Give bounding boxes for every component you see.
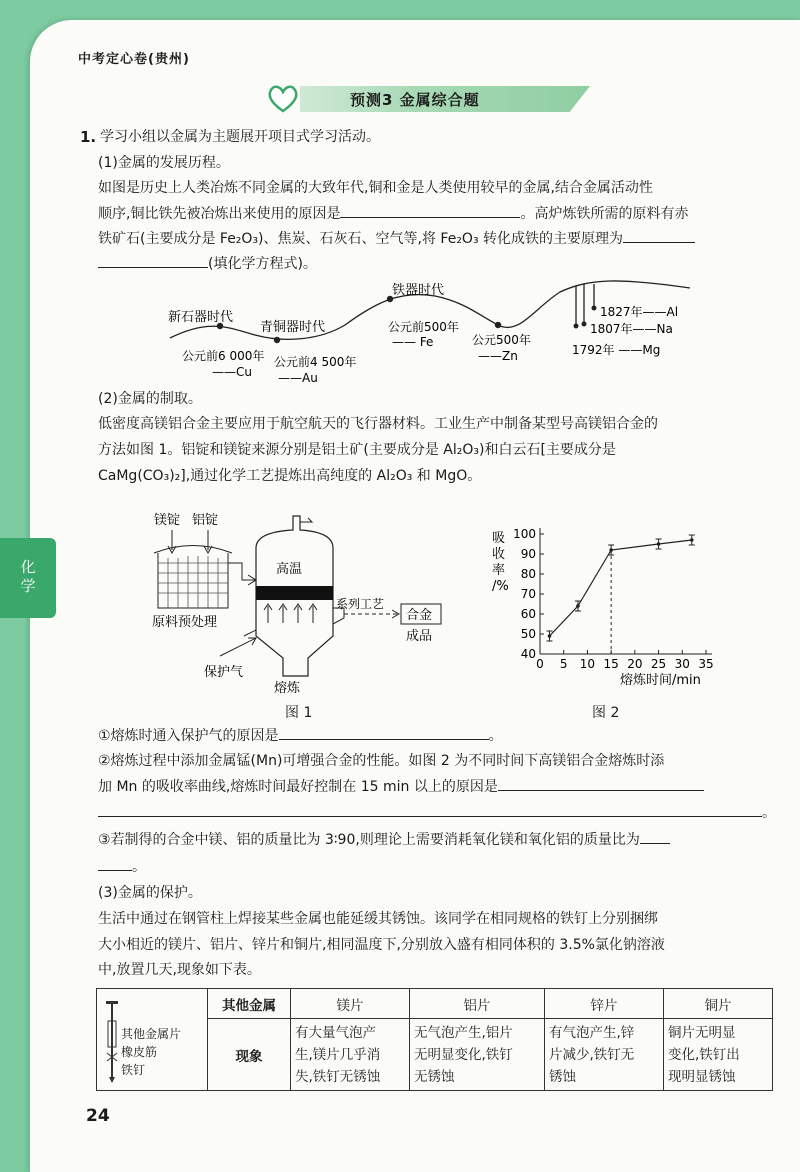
label-zn: ——Zn <box>478 349 518 363</box>
y-tick-label: 50 <box>520 627 536 641</box>
x-tick-label: 25 <box>650 657 667 671</box>
label-high-temp: 高温 <box>276 562 303 577</box>
page-number: 24 <box>86 1106 110 1126</box>
x-tick-label: 0 <box>536 657 544 671</box>
col-zn: 锌片 <box>545 989 664 1019</box>
header-other-metal: 其他金属 <box>208 989 291 1019</box>
y-tick-label: 80 <box>520 567 536 581</box>
part2-heading: (2)金属的制取。 <box>98 391 202 407</box>
answer-blank[interactable] <box>498 776 704 791</box>
label-smelt: 熔炼 <box>274 681 301 696</box>
part1-line4: (填化学方程式)。 <box>98 253 317 274</box>
part3-line1: 生活中通过在钢管柱上焊接某些金属也能延缓其锈蚀。该同学在相同规格的铁钉上分别捆绑 <box>98 911 658 927</box>
answer-blank[interactable] <box>98 802 762 817</box>
y-axis-label-char: /% <box>492 579 509 594</box>
question-number: 1. <box>80 128 97 146</box>
label-pretreat: 原料预处理 <box>152 615 218 630</box>
y-axis-label-char: 率 <box>492 563 506 578</box>
part1-heading: (1)金属的发展历程。 <box>98 155 230 171</box>
x-tick-label: 10 <box>579 657 596 671</box>
subq3-line1: ③若制得的合金中镁、铝的质量比为 3∶90,则理论上需要消耗氧化镁和氧化铝的质量比为 <box>98 829 670 850</box>
label-mg-ingot: 镁锭 <box>154 513 181 528</box>
heart-icon <box>266 84 300 114</box>
metal-timeline <box>160 278 720 388</box>
subq2-line2: 加 Mn 的吸收率曲线,熔炼时间最好控制在 15 min 以上的原因是 <box>98 776 704 797</box>
label-metal-sheet: 其他金属片 <box>121 1026 182 1041</box>
label-cu: ——Cu <box>212 365 252 379</box>
part1-line2: 顺序,铜比铁先被冶炼出来使用的原因是 。高炉炼铁所需的原料有赤 <box>98 203 688 224</box>
obs-zn: 有气泡产生,锌 片减少,铁钉无 锈蚀 <box>545 1019 664 1091</box>
label-cu-year: 公元前6 000年 <box>182 349 265 363</box>
x-tick-label: 35 <box>698 657 714 671</box>
label-protect-gas: 保护气 <box>204 665 244 680</box>
y-axis-label-char: 吸 <box>492 531 506 546</box>
part3-line2: 大小相近的镁片、铝片、锌片和铜片,相同温度下,分别放入盛有相同体积的 3.5%氯化钠溶液 <box>98 937 665 953</box>
col-cu: 铜片 <box>664 989 773 1019</box>
label-fe: —— Fe <box>392 335 434 349</box>
answer-blank[interactable] <box>98 856 132 871</box>
part2-line3: CaMg(CO₃)₂],通过化学工艺提炼出高纯度的 Al₂O₃ 和 MgO。 <box>98 468 482 484</box>
part3-heading: (3)金属的保护。 <box>98 885 202 901</box>
part1-line1: 如图是历史上人类冶炼不同金属的大致年代,铜和金是人类使用较早的金属,结合金属活动性 <box>98 180 653 196</box>
figure1-caption: 图 1 <box>285 705 313 721</box>
answer-blank[interactable] <box>98 253 208 268</box>
obs-cu: 铜片无明显 变化,铁钉出 现明显锈蚀 <box>664 1019 773 1091</box>
label-nail: 铁钉 <box>121 1062 146 1077</box>
label-band: 橡皮筋 <box>121 1044 158 1059</box>
data-point <box>690 538 694 542</box>
data-point <box>548 634 552 638</box>
col-al: 铝片 <box>410 989 545 1019</box>
subq3-line2: 。 <box>98 856 146 877</box>
label-al: 1827年——Al <box>600 305 679 319</box>
label-iron-age: 铁器时代 <box>392 283 445 298</box>
observation-table <box>96 988 773 1091</box>
col-mg: 镁片 <box>291 989 410 1019</box>
answer-blank[interactable] <box>340 203 520 218</box>
label-al-ingot: 铝锭 <box>192 513 219 528</box>
obs-al: 无气泡产生,铝片 无明显变化,铁钉 无锈蚀 <box>410 1019 545 1091</box>
label-product: 成品 <box>406 629 433 644</box>
y-tick-label: 90 <box>520 547 536 561</box>
part2-line1: 低密度高镁铝合金主要应用于航空航天的飞行器材料。工业生产中制备某型号高镁铝合金的 <box>98 416 658 432</box>
series-line <box>549 540 691 636</box>
header-observation: 现象 <box>208 1019 291 1091</box>
figure2-caption: 图 2 <box>592 705 620 721</box>
nail-icon <box>103 1001 123 1083</box>
label-process: 系列工艺 <box>336 597 385 611</box>
x-tick-label: 20 <box>627 657 643 671</box>
label-zn-year: 公元500年 <box>472 333 531 347</box>
x-tick-label: 30 <box>674 657 690 671</box>
data-point <box>576 604 580 608</box>
y-tick-label: 100 <box>513 527 536 541</box>
nail-illustration-cell <box>97 989 208 1091</box>
figure1-process <box>148 508 468 698</box>
x-axis-label: 熔炼时间/min <box>620 673 701 688</box>
data-point <box>657 542 661 546</box>
x-tick-label: 15 <box>603 657 619 671</box>
part1-line3: 铁矿石(主要成分是 Fe₂O₃)、焦炭、石灰石、空气等,将 Fe₂O₃ 转化成铁的主要原理为 <box>98 228 695 249</box>
answer-blank[interactable] <box>279 725 489 740</box>
subq2-line1: ②熔炼过程中添加金属锰(Mn)可增强合金的性能。如图 2 为不同时间下高镁铝合金熔炼时添 <box>98 753 665 769</box>
question-intro: 学习小组以金属为主题展开项目式学习活动。 <box>100 129 380 145</box>
data-point <box>609 548 613 552</box>
label-au: ——Au <box>278 371 318 385</box>
part2-line2: 方法如图 1。铝锭和镁锭来源分别是铝土矿(主要成分是 Al₂O₃)和白云石[主要成分是 <box>98 442 616 458</box>
answer-blank[interactable] <box>623 228 695 243</box>
label-au-year: 公元前4 500年 <box>274 355 357 369</box>
x-tick-label: 5 <box>559 657 568 671</box>
label-na: 1807年——Na <box>590 322 673 336</box>
y-tick-label: 70 <box>520 587 536 601</box>
section-title: 预测3 金属综合题 <box>350 91 480 109</box>
label-alloy: 合金 <box>406 608 433 623</box>
label-mg: 1792年 ——Mg <box>572 343 661 357</box>
subject-tab: 化学 <box>0 538 56 618</box>
y-tick-label: 60 <box>520 607 536 621</box>
y-axis-label-char: 收 <box>492 547 506 562</box>
y-tick-label: 40 <box>520 647 536 661</box>
label-fe-year: 公元前500年 <box>388 320 459 334</box>
subq2-line3: 。 <box>98 802 776 823</box>
part3-line3: 中,放置几天,现象如下表。 <box>98 962 261 978</box>
answer-blank[interactable] <box>640 829 670 844</box>
label-stone-age: 新石器时代 <box>168 310 234 325</box>
label-bronze-age: 青铜器时代 <box>260 320 326 335</box>
subq1: ①熔炼时通入保护气的原因是 。 <box>98 725 503 746</box>
obs-mg: 有大量气泡产 生,镁片几乎消 失,铁钉无锈蚀 <box>291 1019 410 1091</box>
book-title: 中考定心卷(贵州) <box>78 52 190 67</box>
absorption-chart <box>484 520 734 690</box>
